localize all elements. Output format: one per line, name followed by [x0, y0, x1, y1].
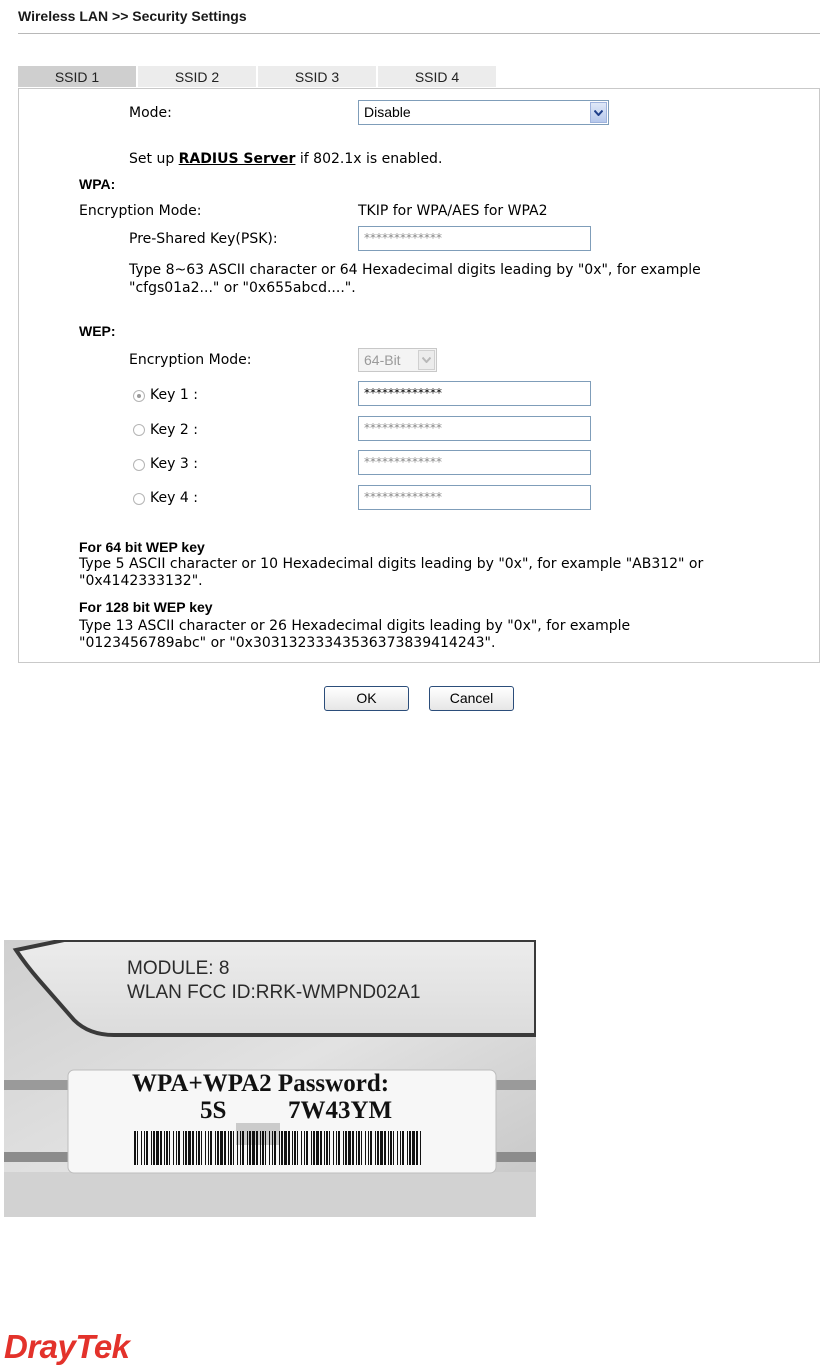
- key-2-label: Key 2 :: [150, 422, 198, 438]
- wpa-hint-line1: Type 8~63 ASCII character or 64 Hexadecimal digits leading by "0x", for example: [129, 262, 701, 278]
- ssid-tabs: [18, 66, 498, 88]
- password-title: WPA+WPA2 Password:: [132, 1070, 390, 1097]
- radio-selected-dot: [137, 394, 141, 398]
- key-1-label: Key 1 :: [150, 387, 198, 403]
- wep128-note-line2: "0123456789abc" or "0x30313233343536373839414243".: [79, 635, 496, 651]
- key-3-radio[interactable]: [133, 459, 145, 471]
- chevron-down-icon: [590, 102, 607, 123]
- wpa-encryption-value: TKIP for WPA/AES for WPA2: [358, 203, 548, 219]
- tab-ssid-4[interactable]: SSID 4: [378, 66, 496, 87]
- wep-encryption-value: 64-Bit: [364, 352, 401, 368]
- key-4-radio[interactable]: [133, 493, 145, 505]
- password-end: 7W43YM: [288, 1097, 393, 1124]
- key-2-input[interactable]: *************: [358, 416, 591, 441]
- psk-label: Pre-Shared Key(PSK):: [129, 231, 278, 247]
- wep-encryption-select[interactable]: [358, 348, 437, 372]
- page-title: Wireless LAN >> Security Settings: [18, 8, 247, 24]
- wep64-note-line1: Type 5 ASCII character or 10 Hexadecimal digits leading by "0x", for example "AB312" or: [79, 556, 704, 572]
- wep128-note-title: For 128 bit WEP key: [79, 599, 213, 615]
- key-3-label: Key 3 :: [150, 456, 198, 472]
- password-start: 5S: [200, 1097, 227, 1124]
- tab-ssid-3[interactable]: SSID 3: [258, 66, 376, 87]
- fcc-id-text: WLAN FCC ID:RRK-WMPND02A1: [127, 982, 421, 1003]
- key-1-input[interactable]: *************: [358, 381, 591, 406]
- mode-select[interactable]: [358, 100, 609, 125]
- radius-note: Set up RADIUS Server if 802.1x is enabled.: [129, 151, 443, 167]
- wpa-heading: WPA:: [79, 176, 116, 192]
- draytek-logo: DrayTek: [4, 1328, 130, 1365]
- key-4-input[interactable]: *************: [358, 485, 591, 510]
- tab-ssid-2[interactable]: SSID 2: [138, 66, 256, 87]
- psk-input[interactable]: *************: [358, 226, 591, 251]
- device-label-photo: [4, 940, 536, 1217]
- ok-button[interactable]: OK: [324, 686, 409, 711]
- wpa-encryption-label: Encryption Mode:: [79, 203, 202, 219]
- mode-select-value: Disable: [364, 104, 411, 120]
- chevron-down-icon: [418, 350, 435, 370]
- mode-label: Mode:: [129, 105, 172, 121]
- wep-encryption-label: Encryption Mode:: [129, 352, 252, 368]
- key-4-label: Key 4 :: [150, 490, 198, 506]
- wep64-note-line2: "0x4142333132".: [79, 573, 203, 589]
- barcode-icon: [134, 1131, 424, 1165]
- key-1-radio[interactable]: [133, 390, 145, 402]
- title-divider: [18, 33, 820, 34]
- cancel-button[interactable]: Cancel: [429, 686, 514, 711]
- wpa-hint-line2: "cfgs01a2..." or "0x655abcd....".: [129, 280, 356, 296]
- wep64-note-title: For 64 bit WEP key: [79, 539, 205, 555]
- security-settings-panel: [18, 88, 820, 663]
- radius-server-link[interactable]: RADIUS Server: [178, 151, 296, 167]
- wep-heading: WEP:: [79, 323, 116, 339]
- key-3-input[interactable]: *************: [358, 450, 591, 475]
- module-text: MODULE: 8: [127, 958, 230, 979]
- tab-ssid-1[interactable]: SSID 1: [18, 66, 136, 87]
- wep128-note-line1: Type 13 ASCII character or 26 Hexadecimal digits leading by "0x", for example: [79, 618, 631, 634]
- key-2-radio[interactable]: [133, 424, 145, 436]
